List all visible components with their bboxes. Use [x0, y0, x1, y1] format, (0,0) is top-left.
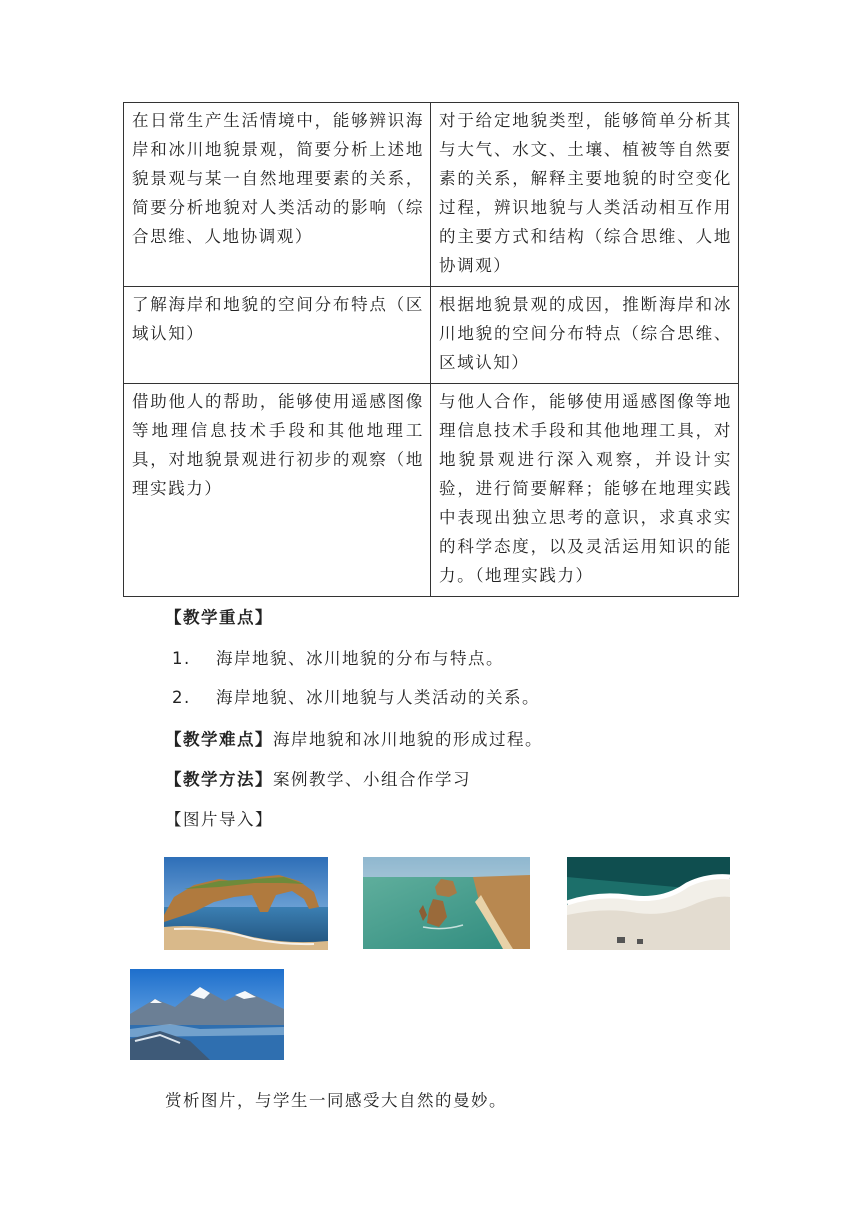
list-text: 海岸地貌、冰川地貌与人类活动的关系。 — [216, 688, 540, 707]
key-points-heading: 【教学重点】 — [165, 608, 273, 627]
table-cell: 了解海岸和地貌的空间分布特点（区域认知） — [124, 287, 431, 384]
list-item — [172, 687, 540, 709]
method-line — [165, 769, 471, 791]
list-item — [172, 648, 504, 670]
intro-heading: 【图片导入】 — [165, 810, 273, 829]
list-number: 2. — [172, 688, 191, 707]
glacier-mountain-lake-photo — [130, 969, 284, 1060]
table-cell: 对于给定地貌类型，能够简单分析其与大气、水文、土壤、植被等自然要素的关系，解释主要地貌的时空变化过程，辨识地貌与人类活动相互作用的主要方式和结构（综合思维、人地协调观） — [431, 103, 739, 287]
difficulty-text: 海岸地貌和冰川地貌的形成过程。 — [273, 730, 543, 749]
sea-stacks-photo — [363, 857, 530, 949]
table-row — [124, 103, 739, 287]
table-cell: 借助他人的帮助，能够使用遥感图像等地理信息技术手段和其他地理工具，对地貌景观进行初步的观察（地理实践力） — [124, 384, 431, 597]
table-cell: 在日常生产生活情境中，能够辨识海岸和冰川地貌景观，简要分析上述地貌景观与某一自然地理要素的关系，简要分析地貌对人类活动的影响（综合思维、人地协调观） — [124, 103, 431, 287]
table-row — [124, 287, 739, 384]
table-cell: 根据地貌景观的成因，推断海岸和冰川地貌的空间分布特点（综合思维、区域认知） — [431, 287, 739, 384]
difficulty-label: 【教学难点】 — [165, 730, 273, 749]
curriculum-table — [123, 102, 739, 597]
list-number: 1. — [172, 649, 191, 668]
coastal-arch-photo — [164, 857, 328, 950]
list-text: 海岸地貌、冰川地貌的分布与特点。 — [216, 649, 504, 668]
closing-text: 赏析图片，与学生一同感受大自然的曼妙。 — [165, 1091, 507, 1110]
difficulty-line — [165, 729, 543, 751]
method-label: 【教学方法】 — [165, 770, 273, 789]
table-row — [124, 384, 739, 597]
table-cell: 与他人合作，能够使用遥感图像等地理信息技术手段和其他地理工具，对地貌景观进行深入观察，并设计实验，进行简要解释；能够在地理实践中表现出独立思考的意识，求真求实的科学态度，以及灵活运用知识的能力。（地理实践力） — [431, 384, 739, 597]
method-text: 案例教学、小组合作学习 — [273, 770, 471, 789]
aerial-beach-waves-photo — [567, 857, 730, 950]
